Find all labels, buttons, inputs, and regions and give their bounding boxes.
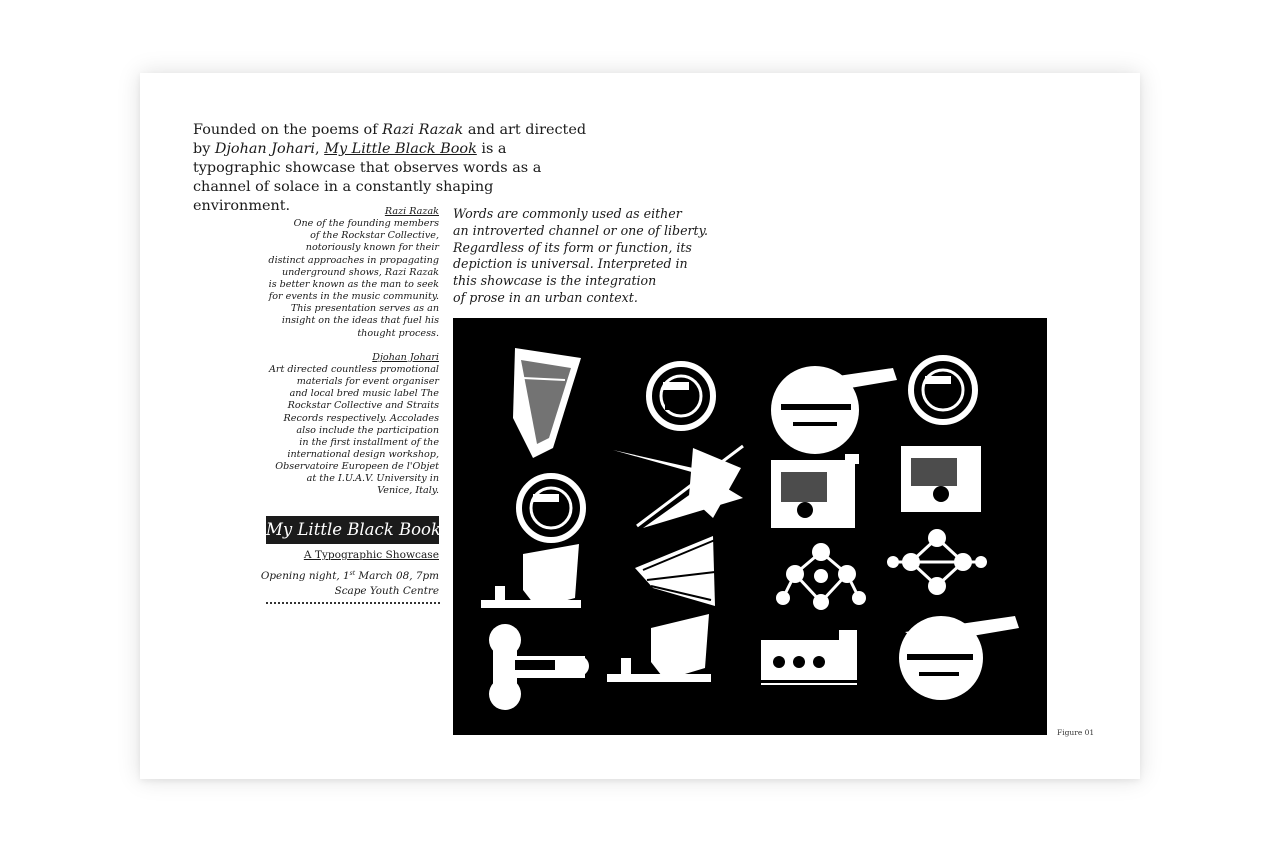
bio-razi (260, 206, 439, 340)
bio-name: Djohan Johari (372, 351, 439, 363)
quote-line: Words are commonly used as either (453, 206, 682, 221)
bio-line: at the I.U.A.V. University in (306, 473, 439, 485)
intro-text-2: and art directed by (193, 122, 587, 157)
intro-paragraph (193, 121, 593, 216)
bio-line: Art directed countless promotional (268, 363, 439, 375)
quote-line: of prose in an urban context. (453, 289, 638, 305)
bio-line: also include the participation (296, 424, 439, 436)
bio-line: insight on the ideas that fuel his (281, 315, 439, 327)
quote-paragraph (453, 206, 713, 307)
glyph-box (771, 454, 859, 528)
bio-line: of the Rockstar Collective, (310, 230, 439, 242)
intro-text-3: , (315, 141, 325, 157)
bios-column (260, 206, 439, 498)
bio-line: distinct approaches in propagating (268, 254, 439, 266)
intro-book-title: My Little Black Book (324, 141, 477, 157)
intro-name-djohan: Djohan Johari (214, 141, 316, 157)
bio-line: Rockstar Collective and Straits (287, 400, 439, 412)
quote-line: Regardless of its form or function, its (453, 239, 692, 255)
bio-djohan (260, 352, 439, 498)
intro-text-4: is a typographic showcase that observes words as a channel of solace in a constantly shaping environment. (193, 141, 542, 214)
event-subtitle: A Typographic Showcase (303, 549, 439, 561)
bio-line: and local bred music label The (289, 388, 439, 400)
bio-line: is better known as the man to seek (268, 278, 439, 290)
quote-line: this showcase is the integration (453, 273, 657, 289)
figure-artwork (453, 318, 1047, 735)
dotted-divider (266, 602, 440, 604)
event-details (240, 567, 439, 598)
event-venue: Scape Youth Centre (334, 584, 439, 597)
bio-line: Records respectively. Accolades (283, 412, 439, 424)
bio-name: Razi Razak (384, 206, 439, 217)
bio-line: in the first installment of the (299, 436, 439, 448)
opening-text: Opening night, 1 (260, 570, 350, 582)
opening-ordinal: st (349, 570, 356, 577)
bio-line: underground shows, Razi Razak (281, 266, 439, 278)
figure-caption: Figure 01 (1057, 728, 1095, 737)
bio-line: for events in the music community. (268, 291, 439, 303)
bio-line: materials for event organiser (296, 376, 439, 388)
event-title-badge: My Little Black Book (266, 516, 439, 544)
bio-line: This presentation serves as an (290, 303, 439, 315)
intro-name-razi: Razi Razak (382, 122, 464, 138)
bio-line: notoriously known for their (305, 242, 439, 254)
glyph-box-2 (901, 446, 981, 512)
quote-line: an introverted channel or one of liberty. (453, 222, 709, 238)
bio-line: Venice, Italy. (377, 485, 439, 497)
intro-text-1: Founded on the poems of (193, 122, 383, 138)
bio-line: international design workshop, (287, 448, 439, 460)
quote-line: depiction is universal. Interpreted in (453, 256, 688, 272)
figure-image (453, 318, 1047, 735)
bio-line: thought process. (357, 327, 439, 339)
bio-line: One of the founding members (293, 218, 439, 230)
opening-text-date: March 08, 7pm (355, 570, 439, 582)
bio-line: Observatoire Europeen de l'Objet (275, 461, 439, 473)
